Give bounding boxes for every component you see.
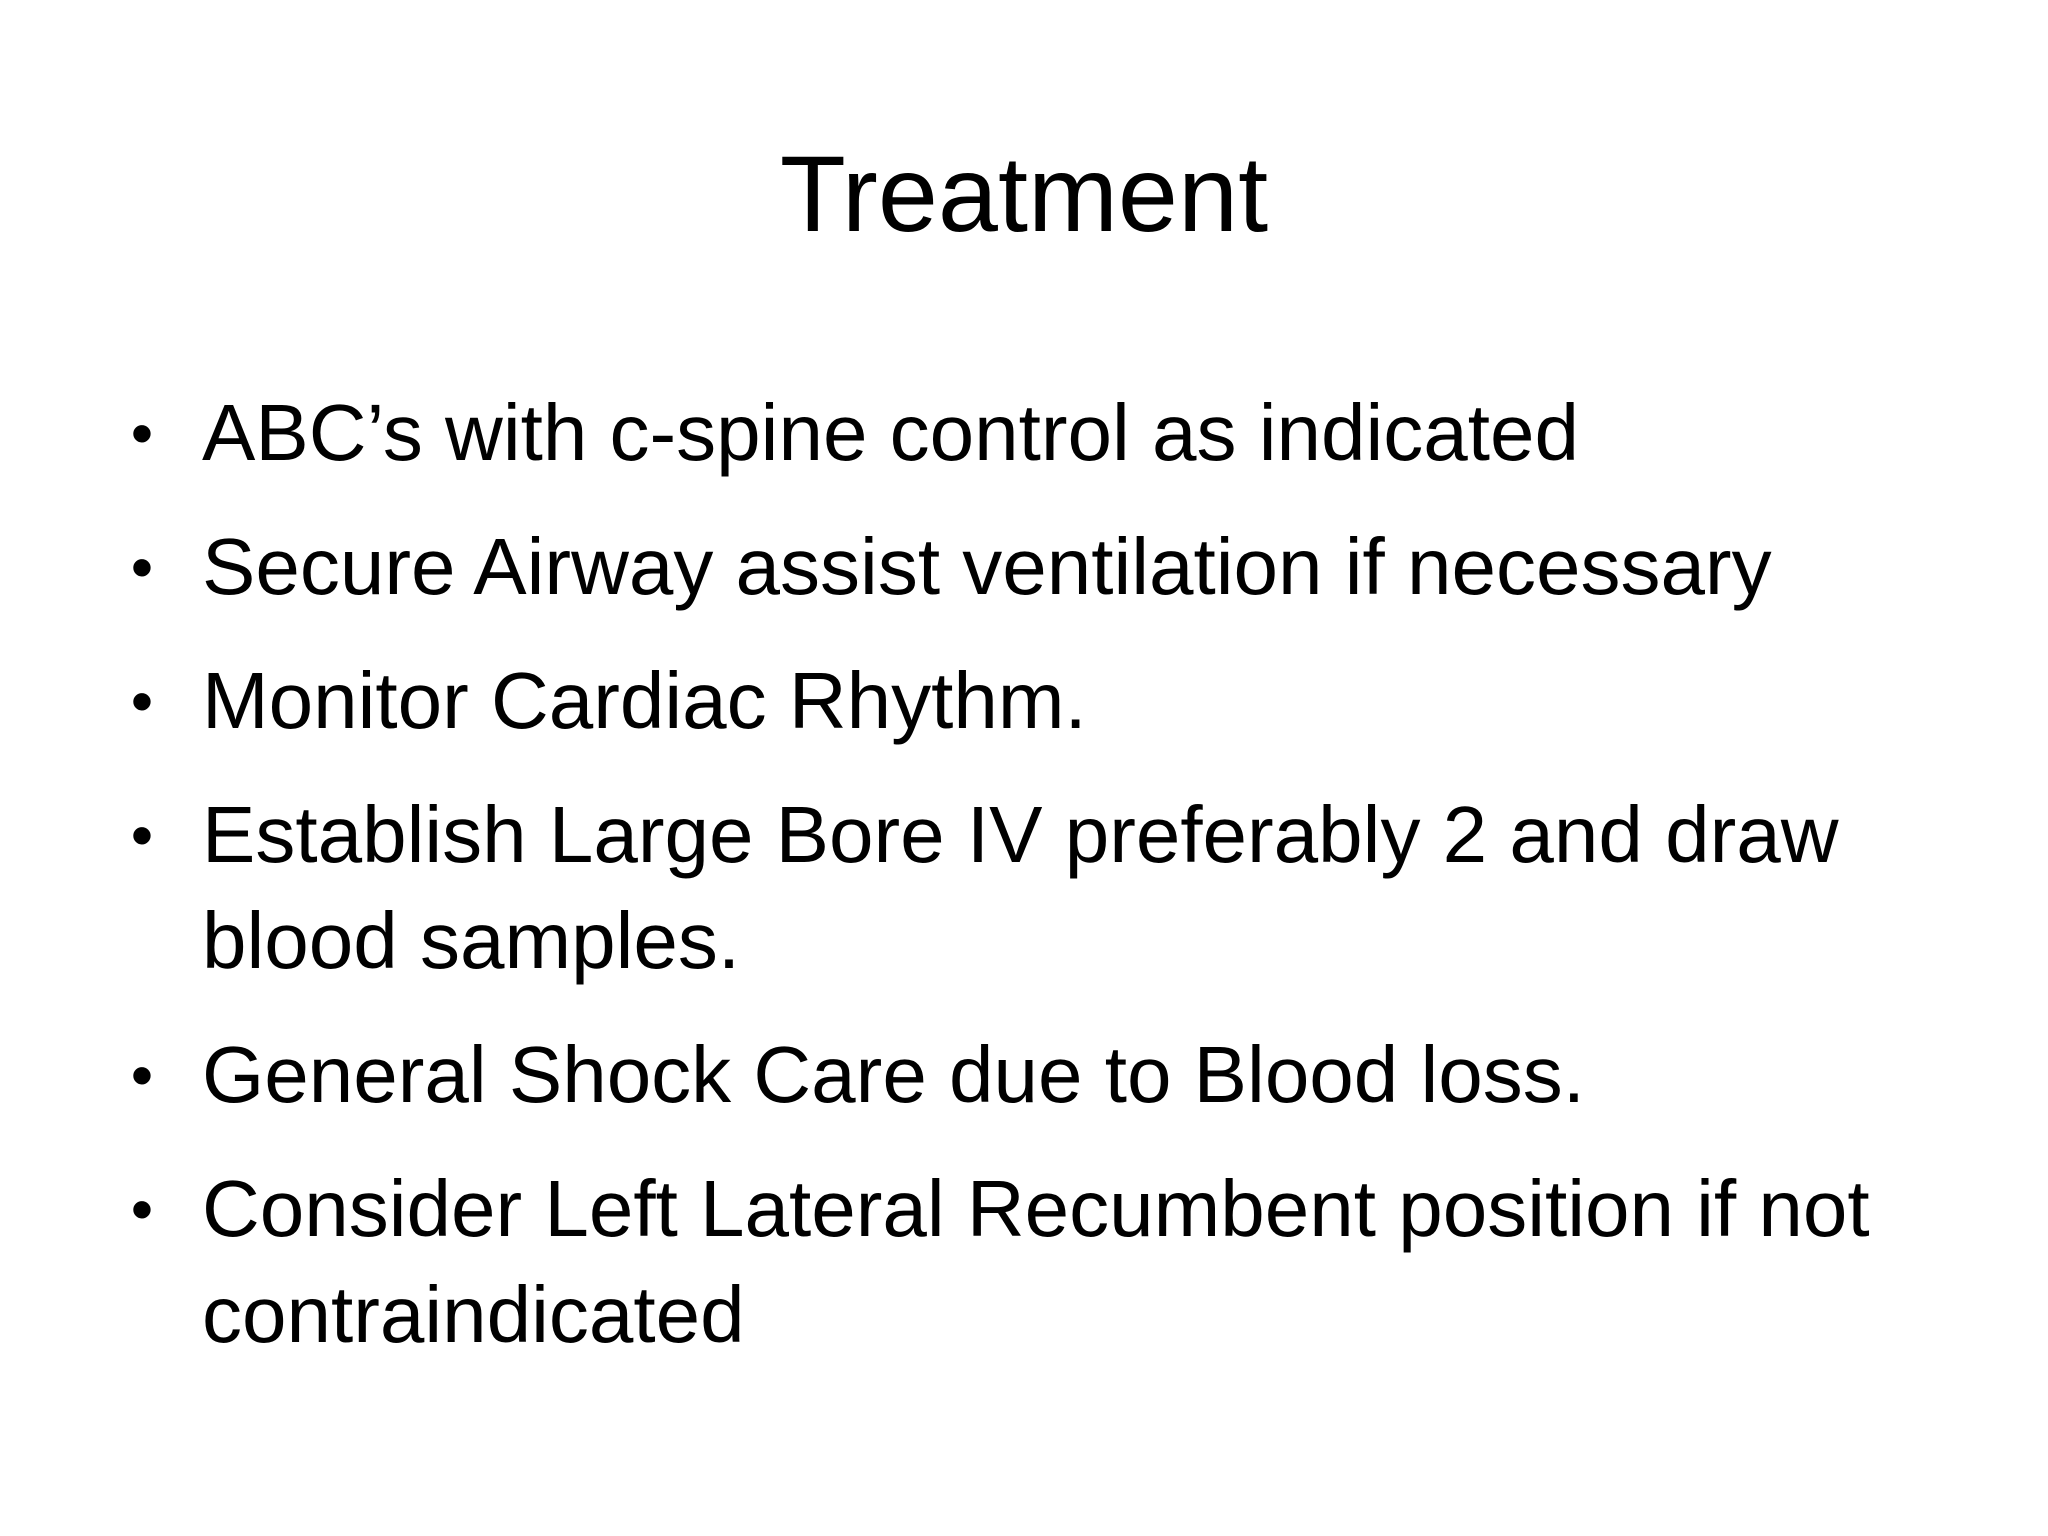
- bullet-item: [122, 514, 1912, 620]
- bullet-item: [122, 1022, 1912, 1128]
- bullet-list: [122, 380, 1912, 1396]
- bullet-icon: •: [130, 1173, 154, 1245]
- bullet-item: [122, 1156, 1912, 1368]
- bullet-text: Consider Left Lateral Recumbent position if not contraindicated: [202, 1164, 1870, 1359]
- bullet-text: General Shock Care due to Blood loss.: [202, 1030, 1586, 1119]
- bullet-text: Monitor Cardiac Rhythm.: [202, 656, 1087, 745]
- bullet-text: Secure Airway assist ventilation if necessary: [202, 522, 1772, 611]
- bullet-item: [122, 648, 1912, 754]
- bullet-item: [122, 380, 1912, 486]
- slide-title: Treatment: [779, 133, 1269, 254]
- bullet-item: [122, 782, 1912, 994]
- bullet-icon: •: [130, 397, 154, 469]
- bullet-text: ABC’s with c-spine control as indicated: [202, 388, 1579, 477]
- bullet-icon: •: [130, 531, 154, 603]
- bullet-text: Establish Large Bore IV preferably 2 and draw blood samples.: [202, 790, 1839, 985]
- bullet-icon: •: [130, 1039, 154, 1111]
- bullet-icon: •: [130, 665, 154, 737]
- bullet-icon: •: [130, 799, 154, 871]
